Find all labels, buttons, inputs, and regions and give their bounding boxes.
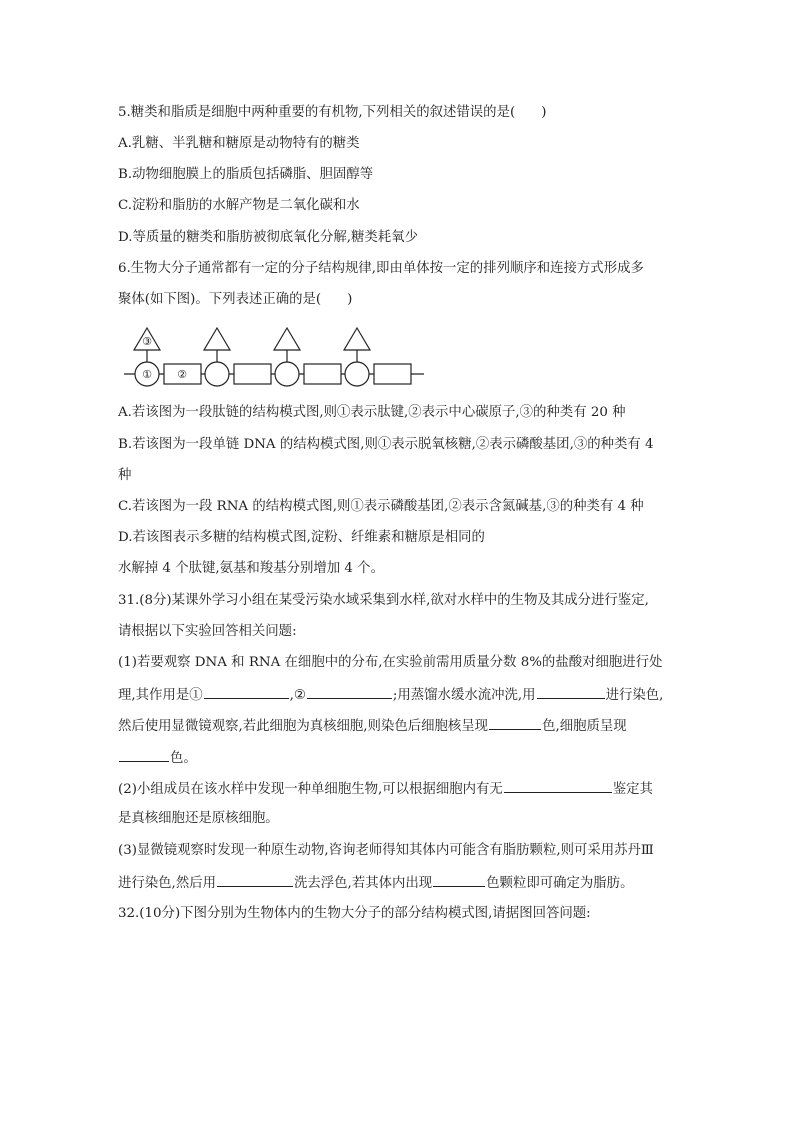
diagram-label-3: ③ <box>142 335 152 348</box>
q31-part1-line3: 然后使用显微镜观察,若此细胞为真核细胞,则染色后细胞核呈现 色,细胞质呈现 <box>118 716 627 736</box>
q6-stem-line1: 6.生物大分子通常都有一定的分子结构规律,即由单体按一定的排列顺序和连接方式形成多 <box>118 261 644 276</box>
q6-option-b-line2: 种 <box>118 468 132 483</box>
q5-stem-text: 5.糖类和脂质是细胞中两种重要的有机物,下列相关的叙述错误的是( <box>118 105 516 120</box>
q6-extra-note: 水解掉 4 个肽键,氨基和羧基分别增加 4 个。 <box>118 561 384 576</box>
q6-paren-close: ) <box>347 292 353 307</box>
q31-stem-line1: 31.(8分)某课外学习小组在某受污染水域采集到水样,欲对水样中的生物及其成分进行鉴定, <box>118 593 649 608</box>
side-group-triangle-2 <box>204 328 230 350</box>
q31-part1-line2: 理,其作用是① ,② ;用蒸馏水缓水流冲洗,用 进行染色, <box>118 685 663 705</box>
q5-option-b: B.动物细胞膜上的脂质包括磷脂、胆固醇等 <box>118 167 374 182</box>
q5-option-c: C.淀粉和脂肪的水解产物是二氧化碳和水 <box>118 198 360 213</box>
answer-blank-2[interactable] <box>307 685 392 699</box>
q5-stem <box>118 104 546 122</box>
q31-part1-line4: 色。 <box>118 748 197 768</box>
q6-option-d: D.若该图表示多糖的结构模式图,淀粉、纤维素和糖原是相同的 <box>118 530 485 545</box>
polymer-structure-diagram <box>118 322 438 392</box>
answer-blank-5[interactable] <box>119 748 169 762</box>
monomer-circle-4 <box>345 362 369 386</box>
answer-blank-3[interactable] <box>537 685 605 699</box>
side-group-triangle-4 <box>344 328 370 350</box>
q6-option-c: C.若该图为一段 RNA 的结构模式图,则①表示磷酸基团,②表示含氮碱基,③的种类有 4 种 <box>118 499 644 514</box>
q6-stem-line2-text: 聚体(如下图)。下列表述正确的是( <box>118 292 322 307</box>
q5-option-a: A.乳糖、半乳糖和糖原是动物特有的糖类 <box>118 136 360 151</box>
answer-blank-1[interactable] <box>204 685 289 699</box>
answer-blank-8[interactable] <box>433 873 485 887</box>
diagram-label-1: ① <box>142 368 152 381</box>
q32-stem: 32.(10分)下图分别为生物体内的生物大分子的部分结构模式图,请据图回答问题: <box>118 906 591 921</box>
q31-part1-line1: (1)若要观察 DNA 和 RNA 在细胞中的分布,在实验前需用质量分数 8%的盐酸对细胞进行处 <box>118 655 663 670</box>
q31-part2-line2: 是真核细胞还是原核细胞。 <box>118 811 279 826</box>
q5-paren-close: ) <box>541 105 547 120</box>
q31-stem-line2: 请根据以下实验回答相关问题: <box>118 624 297 639</box>
q31-part2-line1: (2)小组成员在该水样中发现一种单细胞生物,可以根据细胞内有无 鉴定其 <box>118 779 653 799</box>
q31-part3-line2: 进行染色,然后用 洗去浮色,若其体内出现 色颗粒即可确定为脂肪。 <box>118 873 633 893</box>
monomer-circle-3 <box>275 362 299 386</box>
answer-blank-6[interactable] <box>504 779 612 793</box>
side-group-triangle-3 <box>274 328 300 350</box>
monomer-rect-2 <box>234 364 271 384</box>
q5-option-d: D.等质量的糖类和脂肪被彻底氧化分解,糖类耗氧少 <box>118 230 418 245</box>
answer-blank-7[interactable] <box>217 873 293 887</box>
monomer-circle-2 <box>205 362 229 386</box>
q6-option-a: A.若该图为一段肽链的结构模式图,则①表示肽键,②表示中心碳原子,③的种类有 20 种 <box>118 405 626 420</box>
monomer-rect-4 <box>374 364 411 384</box>
monomer-rect-3 <box>304 364 341 384</box>
diagram-label-2: ② <box>177 368 187 381</box>
q6-option-b-line1: B.若该图为一段单链 DNA 的结构模式图,则①表示脱氧核糖,②表示磷酸基团,③的种类有 4 <box>118 437 654 452</box>
q6-stem-line2 <box>118 291 352 309</box>
answer-blank-4[interactable] <box>489 716 541 730</box>
q31-part3-line1: (3)显微镜观察时发现一种原生动物,咨询老师得知其体内可能含有脂肪颗粒,则可采用苏丹Ⅲ <box>118 843 654 858</box>
